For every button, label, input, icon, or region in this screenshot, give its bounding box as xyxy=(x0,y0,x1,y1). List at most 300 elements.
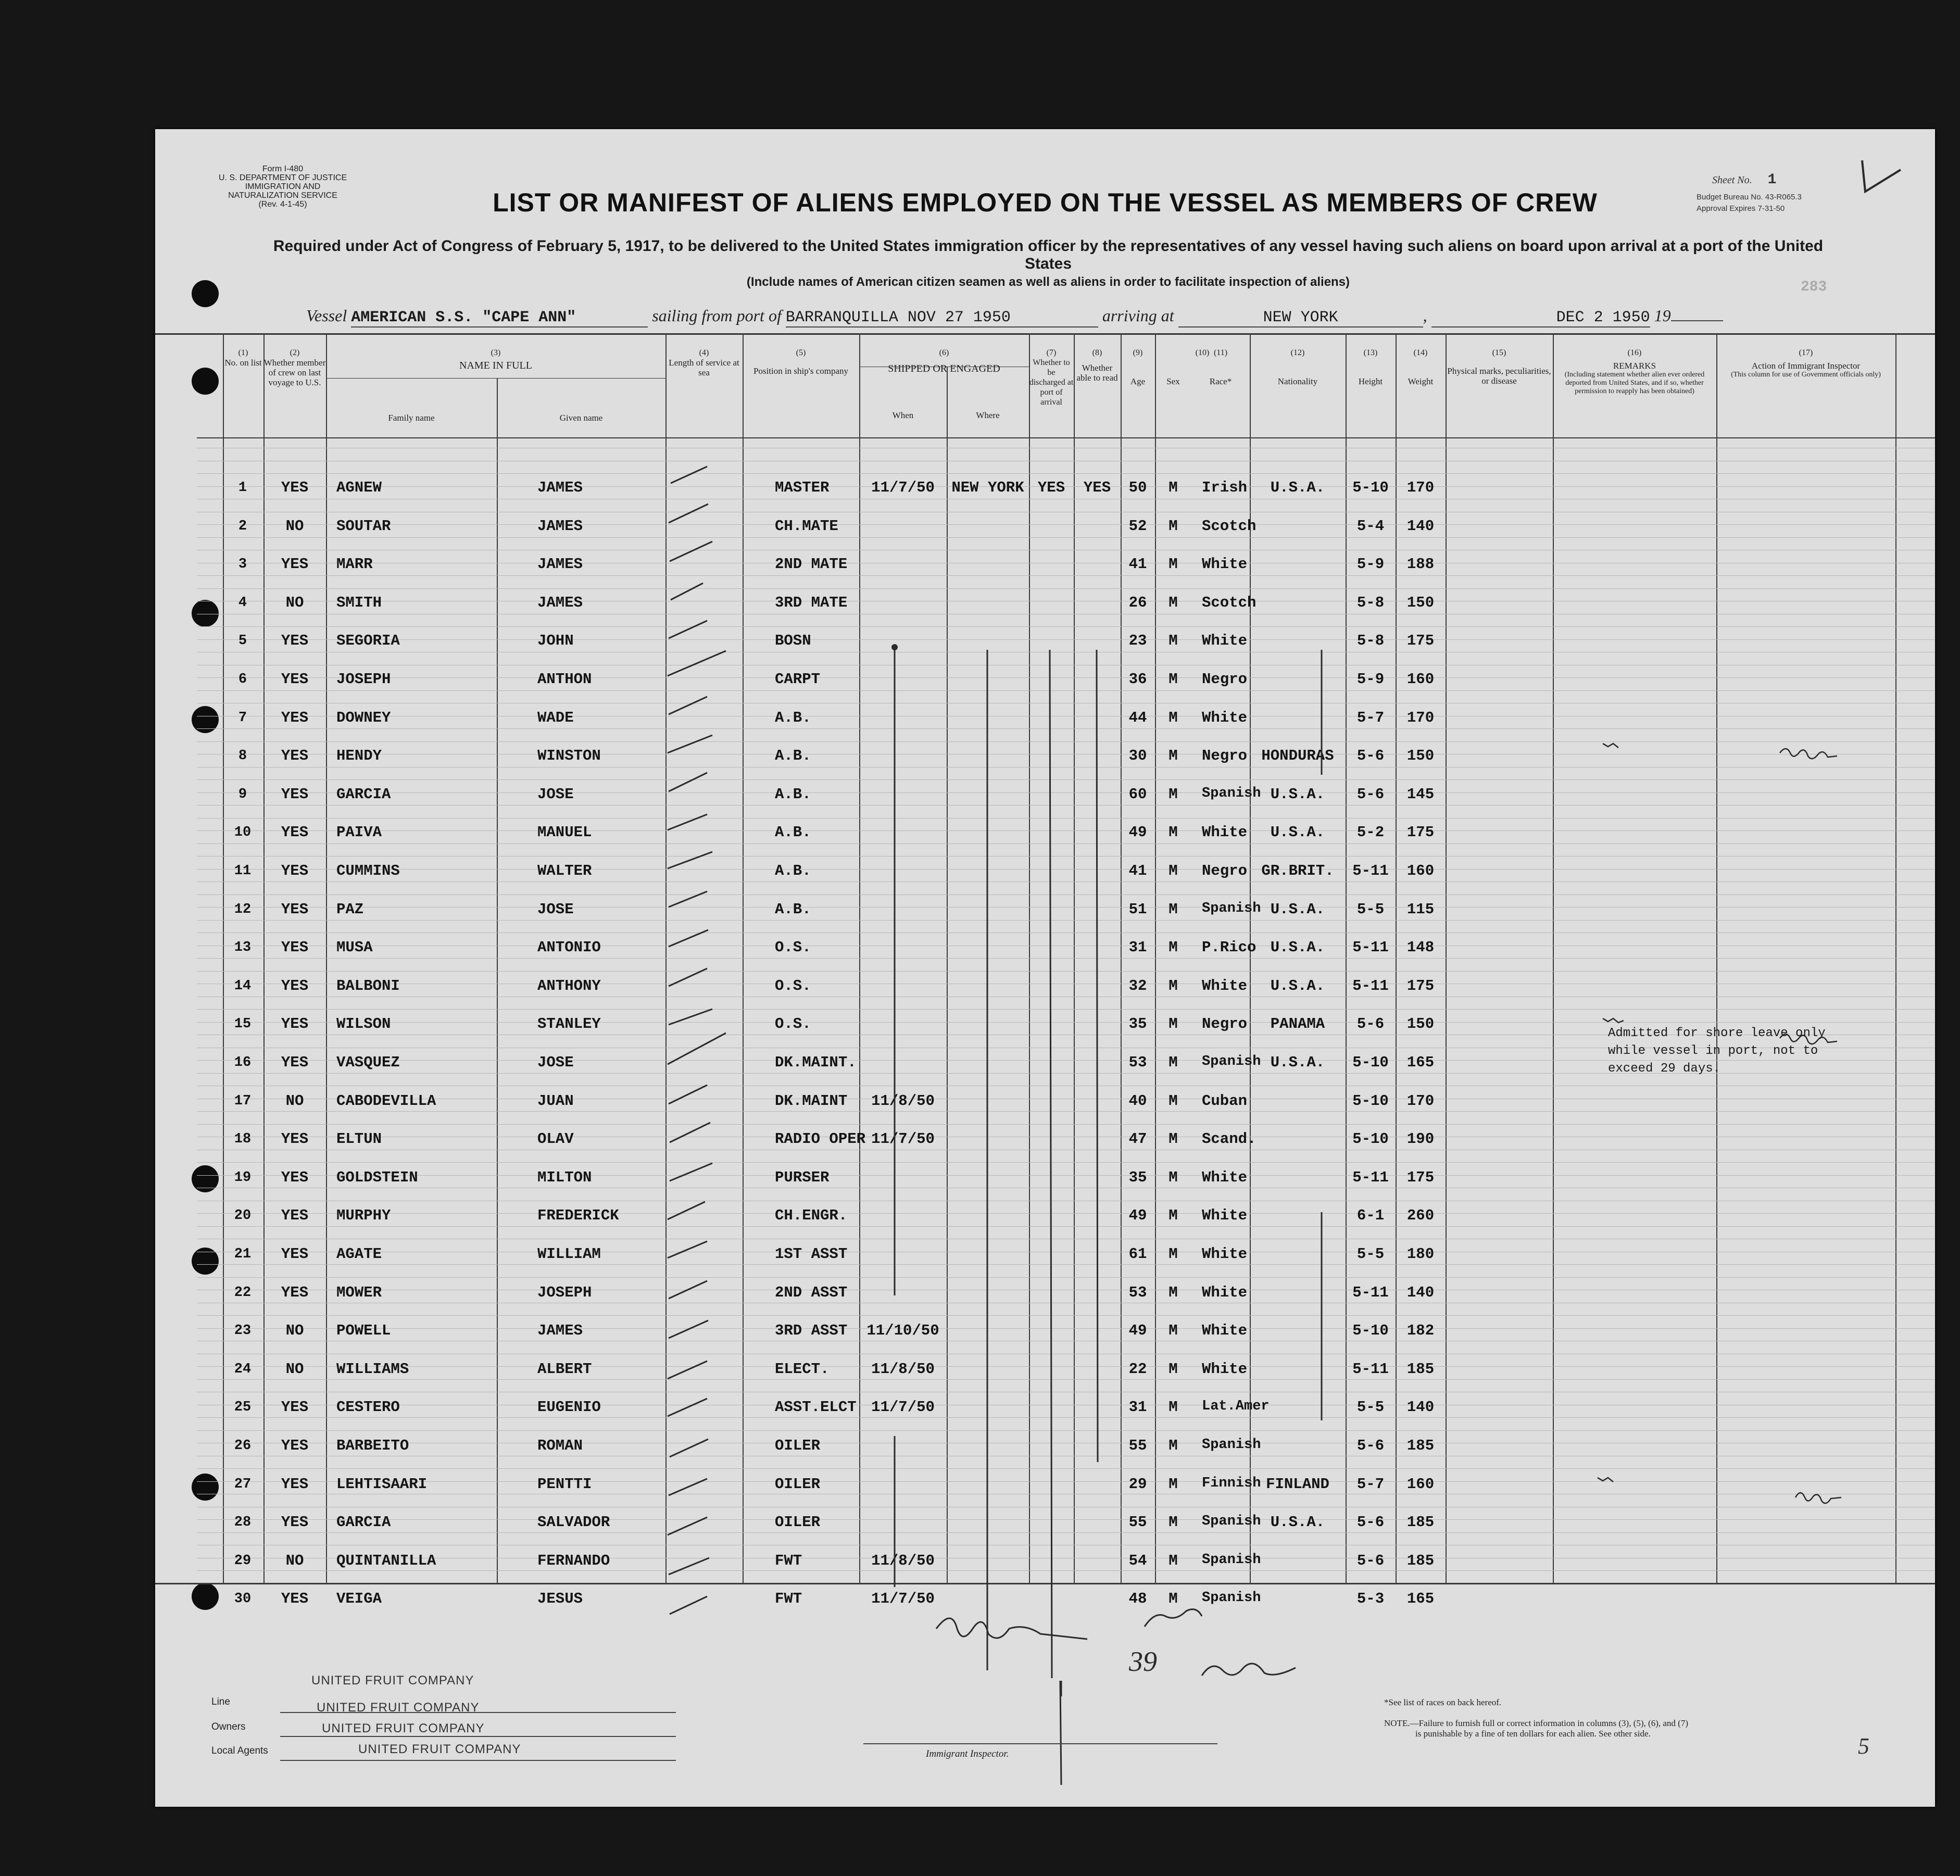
cell-position: PURSER xyxy=(775,1168,830,1186)
cell-when: 11/10/50 xyxy=(866,1322,939,1340)
cell-nationality: U.S.A. xyxy=(1270,900,1325,918)
cell-read: YES xyxy=(1083,479,1111,496)
cell-given-name: ANTONIO xyxy=(537,939,601,956)
cell-weight: 150 xyxy=(1406,1015,1435,1033)
cell-age: 41 xyxy=(1128,556,1147,573)
owners-value: UNITED FRUIT COMPANY xyxy=(322,1721,485,1735)
col-sex-header: (10) Sex xyxy=(1166,348,1210,386)
cell-given-name: JUAN xyxy=(537,1092,574,1110)
cell-when: 11/7/50 xyxy=(871,479,935,496)
cell-height: 5-10 xyxy=(1352,1322,1389,1340)
cell-family-name: BARBEITO xyxy=(336,1437,409,1454)
local-agents-label: Local Agents xyxy=(211,1745,268,1756)
cell-given-name: MILTON xyxy=(537,1168,592,1186)
cell-sex: M xyxy=(1169,1437,1178,1454)
cell-race: White xyxy=(1202,977,1248,994)
cell-weight: 160 xyxy=(1406,862,1435,879)
cell-family-name: AGATE xyxy=(336,1245,382,1263)
cell-position: O.S. xyxy=(775,1015,811,1033)
line-value: UNITED FRUIT COMPANY xyxy=(317,1701,480,1715)
local-agents-value: UNITED FRUIT COMPANY xyxy=(358,1742,521,1756)
col-given-name-header: Given name xyxy=(559,413,603,423)
col-nationality-header: (12) Nationality xyxy=(1277,348,1318,386)
cell-family-name: PAIVA xyxy=(336,824,382,841)
cell-height: 5-8 xyxy=(1356,632,1385,650)
cell-height: 5-11 xyxy=(1352,977,1389,994)
cell-sex: M xyxy=(1169,1245,1178,1263)
cell-prev-voyage: YES xyxy=(281,1130,309,1148)
cell-prev-voyage: YES xyxy=(281,1475,309,1493)
cell-age: 49 xyxy=(1128,1322,1147,1340)
cell-weight: 175 xyxy=(1406,1168,1435,1186)
cell-height: 5-2 xyxy=(1356,824,1385,841)
row-number: 5 xyxy=(238,633,247,649)
cell-race: Scotch xyxy=(1202,517,1257,535)
cell-given-name: WINSTON xyxy=(537,747,601,765)
footer-company-top: UNITED FRUIT COMPANY xyxy=(311,1673,474,1688)
row-number: 7 xyxy=(238,710,247,726)
cell-sex: M xyxy=(1169,939,1178,956)
cell-race: Negro xyxy=(1202,747,1248,765)
cell-position: A.B. xyxy=(775,747,811,765)
col-race-header: (11) Race* xyxy=(1209,348,1232,386)
col-shipped-header: (6) SHIPPED OR ENGAGED xyxy=(888,348,1000,374)
cell-height: 5-11 xyxy=(1352,862,1389,879)
cell-position: A.B. xyxy=(775,709,811,726)
cell-given-name: JOSE xyxy=(537,785,574,803)
cell-given-name: MANUEL xyxy=(537,824,592,841)
remarks-note: Admitted for shore leave only while vessel in port, not to exceed 29 days. xyxy=(1608,1026,1826,1076)
cell-height: 5-6 xyxy=(1356,1514,1385,1531)
cell-weight: 150 xyxy=(1406,594,1435,611)
row-number: 13 xyxy=(234,940,252,956)
col-remarks-header: (16) REMARKS (Including statement whether alien ever ordered deported from United States, and if so, whether permission to reapply has been obtained) xyxy=(1564,348,1705,395)
col-read-header: (8) Whether able to read xyxy=(1076,348,1118,383)
cell-sex: M xyxy=(1169,479,1178,496)
cell-race: White xyxy=(1202,824,1248,841)
cell-family-name: WILLIAMS xyxy=(336,1360,409,1378)
cell-height: 5-3 xyxy=(1356,1590,1385,1608)
cell-age: 54 xyxy=(1128,1552,1147,1569)
col-physical-header: (15) Physical marks, peculiarities, or disease xyxy=(1447,348,1551,386)
cell-nationality: U.S.A. xyxy=(1270,785,1325,803)
cell-sex: M xyxy=(1169,1514,1178,1531)
cell-given-name: JAMES xyxy=(537,556,583,573)
row-number: 4 xyxy=(238,595,247,611)
cell-sex: M xyxy=(1169,1168,1178,1186)
cell-given-name: JOSE xyxy=(537,900,574,918)
cell-age: 36 xyxy=(1128,671,1147,688)
cell-height: 5-11 xyxy=(1352,939,1389,956)
cell-sex: M xyxy=(1169,517,1178,535)
row-number: 22 xyxy=(234,1285,252,1301)
row-number: 28 xyxy=(234,1515,252,1531)
cell-given-name: PENTTI xyxy=(537,1475,592,1493)
cell-given-name: STANLEY xyxy=(537,1015,601,1033)
cell-prev-voyage: YES xyxy=(281,939,309,956)
cell-weight: 115 xyxy=(1406,900,1435,918)
page-subtitle-note: (Include names of American citizen seamen as well as aliens in order to facilitate inspection of aliens) xyxy=(746,275,1350,289)
cell-given-name: ANTHON xyxy=(537,671,592,688)
cell-height: 5-10 xyxy=(1352,1092,1389,1110)
sheet-number-label: Sheet No. xyxy=(1712,174,1752,186)
col-service-header: (4) Length of service at sea xyxy=(669,348,739,377)
cell-prev-voyage: YES xyxy=(281,1207,309,1225)
cell-given-name: SALVADOR xyxy=(537,1514,610,1531)
cell-height: 5-6 xyxy=(1356,1015,1385,1033)
cell-height: 5-10 xyxy=(1352,479,1389,496)
cell-weight: 170 xyxy=(1406,479,1435,496)
cell-family-name: GARCIA xyxy=(336,1514,391,1531)
col-position-header: (5) Position in ship's company xyxy=(753,348,849,376)
cell-where: NEW YORK xyxy=(951,479,1024,496)
cell-race: Negro xyxy=(1202,1015,1248,1033)
col-action-header: (17) Action of Immigrant Inspector (This column for use of Government officials only) xyxy=(1731,348,1881,379)
cell-family-name: VEIGA xyxy=(336,1590,382,1608)
cell-position: CARPT xyxy=(775,671,821,688)
cell-family-name: PAZ xyxy=(336,900,364,918)
col-weight-header: (14) Weight xyxy=(1408,348,1434,386)
cell-height: 5-6 xyxy=(1356,1552,1385,1569)
cell-age: 35 xyxy=(1128,1015,1147,1033)
cell-nationality: PANAMA xyxy=(1270,1015,1325,1033)
cell-age: 47 xyxy=(1128,1130,1147,1148)
cell-prev-voyage: YES xyxy=(281,1168,309,1186)
cell-given-name: EUGENIO xyxy=(537,1399,601,1416)
cell-age: 41 xyxy=(1128,862,1147,879)
cell-given-name: WALTER xyxy=(537,862,592,879)
cell-prev-voyage: NO xyxy=(285,517,304,535)
cell-position: ASST.ELCT xyxy=(775,1399,857,1416)
col-discharged-header: (7) Whether to be discharged at port of arrival xyxy=(1029,348,1074,407)
cell-prev-voyage: YES xyxy=(281,747,309,765)
cell-weight: 148 xyxy=(1406,939,1435,956)
cell-weight: 188 xyxy=(1406,556,1435,573)
vessel-name: AMERICAN S.S. "CAPE ANN" xyxy=(351,309,576,326)
cell-sex: M xyxy=(1169,1590,1178,1608)
cell-when: 11/7/50 xyxy=(871,1130,935,1148)
row-number: 15 xyxy=(234,1016,252,1033)
cell-height: 5-7 xyxy=(1356,1475,1385,1493)
row-number: 18 xyxy=(234,1131,252,1148)
cell-weight: 160 xyxy=(1406,671,1435,688)
cell-weight: 190 xyxy=(1406,1130,1435,1148)
row-number: 21 xyxy=(234,1247,252,1262)
cell-sex: M xyxy=(1169,977,1178,994)
cell-prev-voyage: NO xyxy=(285,1322,304,1340)
row-number: 2 xyxy=(238,518,247,534)
row-number: 10 xyxy=(234,825,252,841)
cell-prev-voyage: YES xyxy=(281,479,309,496)
cell-weight: 150 xyxy=(1406,747,1435,765)
vessel-label: Vessel xyxy=(306,306,347,325)
sheet-stamp: 283 xyxy=(1801,279,1827,295)
cell-height: 5-4 xyxy=(1356,517,1385,535)
cell-when: 11/8/50 xyxy=(871,1360,935,1378)
cell-race: Spanish xyxy=(1202,1514,1261,1530)
cell-race: Irish xyxy=(1202,479,1248,496)
cell-prev-voyage: YES xyxy=(281,824,309,841)
col-when-header: When xyxy=(892,410,914,420)
cell-age: 49 xyxy=(1128,824,1147,841)
cell-sex: M xyxy=(1169,1092,1178,1110)
cell-nationality: U.S.A. xyxy=(1270,977,1325,994)
sheet-number: 1 xyxy=(1767,172,1777,188)
row-number: 3 xyxy=(238,557,247,573)
col-family-name-header: Family name xyxy=(388,413,435,423)
cell-nationality: U.S.A. xyxy=(1270,1514,1325,1531)
cell-race: Cuban xyxy=(1202,1092,1248,1110)
cell-age: 30 xyxy=(1128,747,1147,765)
row-number: 14 xyxy=(234,978,252,994)
cell-prev-voyage: NO xyxy=(285,594,304,611)
cell-sex: M xyxy=(1169,1322,1178,1340)
cell-family-name: SEGORIA xyxy=(336,632,400,650)
handwritten-count: 39 xyxy=(1129,1646,1157,1677)
page-mark: 5 xyxy=(1858,1733,1869,1759)
cell-age: 31 xyxy=(1128,1399,1147,1416)
cell-height: 5-5 xyxy=(1356,900,1385,918)
cell-family-name: CESTERO xyxy=(336,1399,400,1416)
row-number: 9 xyxy=(238,786,247,802)
cell-when: 11/8/50 xyxy=(871,1552,935,1569)
cell-prev-voyage: YES xyxy=(281,1590,309,1608)
cell-prev-voyage: YES xyxy=(281,1437,309,1454)
row-number: 20 xyxy=(234,1208,252,1224)
cell-family-name: DOWNEY xyxy=(336,709,391,726)
col-no-header: (1) No. on list xyxy=(224,348,262,368)
cell-height: 5-7 xyxy=(1356,709,1385,726)
cell-height: 5-8 xyxy=(1356,594,1385,611)
cell-weight: 185 xyxy=(1406,1552,1435,1569)
cell-position: O.S. xyxy=(775,939,811,956)
col-prev-voyage-header: (2) Whether member of crew on last voyage to U.S. xyxy=(263,348,326,387)
cell-discharged: YES xyxy=(1037,479,1065,496)
row-number: 26 xyxy=(234,1438,252,1454)
cell-age: 55 xyxy=(1128,1514,1147,1531)
cell-age: 60 xyxy=(1128,785,1147,803)
cell-weight: 165 xyxy=(1406,1590,1435,1608)
row-number: 6 xyxy=(238,672,247,687)
cell-sex: M xyxy=(1169,785,1178,803)
cell-family-name: BALBONI xyxy=(336,977,400,994)
cell-sex: M xyxy=(1169,900,1178,918)
cell-weight: 160 xyxy=(1406,1475,1435,1493)
cell-position: O.S. xyxy=(775,977,811,994)
cell-height: 5-9 xyxy=(1356,671,1385,688)
approval-expires: Approval Expires 7-31-50 xyxy=(1697,204,1785,213)
cell-prev-voyage: NO xyxy=(285,1092,304,1110)
cell-weight: 175 xyxy=(1406,977,1435,994)
cell-sex: M xyxy=(1169,747,1178,765)
cell-weight: 170 xyxy=(1406,709,1435,726)
cell-family-name: GARCIA xyxy=(336,785,391,803)
cell-family-name: MARR xyxy=(336,556,373,573)
cell-weight: 165 xyxy=(1406,1054,1435,1071)
vessel-line: Vessel AMERICAN S.S. "CAPE ANN" sailing from port of BARRANQUILLA NOV 27 1950 arriving at NEW YORK , DEC 2 1950 19 xyxy=(306,306,1723,328)
cell-position: A.B. xyxy=(775,824,811,841)
cell-sex: M xyxy=(1169,862,1178,879)
cell-age: 31 xyxy=(1128,939,1147,956)
col-height-header: (13) Height xyxy=(1358,348,1383,386)
cell-given-name: JAMES xyxy=(537,517,583,535)
cell-weight: 140 xyxy=(1406,1283,1435,1301)
cell-age: 55 xyxy=(1128,1437,1147,1454)
cell-race: White xyxy=(1202,1245,1248,1263)
cell-sex: M xyxy=(1169,1015,1178,1033)
cell-prev-voyage: NO xyxy=(285,1552,304,1569)
cell-prev-voyage: YES xyxy=(281,1015,309,1033)
cell-age: 53 xyxy=(1128,1283,1147,1301)
cell-position: 3RD MATE xyxy=(775,594,848,611)
cell-prev-voyage: YES xyxy=(281,862,309,879)
cell-race: White xyxy=(1202,632,1248,650)
cell-race: Spanish xyxy=(1202,1552,1261,1568)
cell-prev-voyage: YES xyxy=(281,1399,309,1416)
cell-weight: 140 xyxy=(1406,517,1435,535)
cell-prev-voyage: YES xyxy=(281,977,309,994)
cell-position: RADIO OPER xyxy=(775,1130,866,1148)
cell-race: Negro xyxy=(1202,671,1248,688)
cell-nationality: FINLAND xyxy=(1266,1475,1329,1493)
cell-race: Scotch xyxy=(1202,594,1257,611)
page-title: LIST OR MANIFEST OF ALIENS EMPLOYED ON THE VESSEL AS MEMBERS OF CREW xyxy=(493,188,1598,217)
row-number: 8 xyxy=(238,748,247,764)
cell-nationality: U.S.A. xyxy=(1270,939,1325,956)
cell-race: Scand. xyxy=(1202,1130,1257,1148)
cell-position: A.B. xyxy=(775,785,811,803)
cell-sex: M xyxy=(1169,1475,1178,1493)
cell-prev-voyage: NO xyxy=(285,1360,304,1378)
cell-given-name: JAMES xyxy=(537,479,583,496)
cell-position: OILER xyxy=(775,1514,821,1531)
cell-position: BOSN xyxy=(775,632,811,650)
row-number: 19 xyxy=(234,1169,252,1186)
cell-given-name: JOSEPH xyxy=(537,1283,592,1301)
cell-race: White xyxy=(1202,1207,1248,1225)
form-revision: (Rev. 4-1-45) xyxy=(258,200,307,209)
cell-weight: 260 xyxy=(1406,1207,1435,1225)
row-number: 12 xyxy=(234,901,252,917)
cell-race: P.Rico xyxy=(1202,939,1257,956)
row-number: 1 xyxy=(238,480,247,496)
cell-given-name: ALBERT xyxy=(537,1360,592,1378)
cell-family-name: MURPHY xyxy=(336,1207,391,1225)
page-subtitle: Required under Act of Congress of February 5, 1917, to be delivered to the United States immigration officer by the representatives of any vessel having such aliens on board upon arrival at a port of the United States xyxy=(273,237,1824,272)
cell-race: Lat.Amer xyxy=(1202,1399,1270,1415)
cell-age: 22 xyxy=(1128,1360,1147,1378)
cell-when: 11/7/50 xyxy=(871,1399,935,1416)
cell-prev-voyage: YES xyxy=(281,900,309,918)
cell-prev-voyage: YES xyxy=(281,1283,309,1301)
cell-sex: M xyxy=(1169,1552,1178,1569)
cell-sex: M xyxy=(1169,556,1178,573)
cell-when: 11/8/50 xyxy=(871,1092,935,1110)
cell-age: 52 xyxy=(1128,517,1147,535)
cell-weight: 140 xyxy=(1406,1399,1435,1416)
cell-sex: M xyxy=(1169,671,1178,688)
cell-position: 2ND MATE xyxy=(775,556,848,573)
cell-family-name: HENDY xyxy=(336,747,382,765)
cell-prev-voyage: YES xyxy=(281,785,309,803)
cell-prev-voyage: YES xyxy=(281,1245,309,1263)
cell-age: 40 xyxy=(1128,1092,1147,1110)
cell-age: 26 xyxy=(1128,594,1147,611)
port-to: NEW YORK xyxy=(1263,309,1338,326)
cell-given-name: FREDERICK xyxy=(537,1207,619,1225)
cell-height: 5-6 xyxy=(1356,747,1385,765)
cell-height: 5-6 xyxy=(1356,785,1385,803)
cell-weight: 185 xyxy=(1406,1360,1435,1378)
form-dept: U. S. DEPARTMENT OF JUSTICE xyxy=(218,173,347,182)
cell-height: 5-9 xyxy=(1356,556,1385,573)
cell-family-name: SMITH xyxy=(336,594,382,611)
cell-position: OILER xyxy=(775,1437,821,1454)
cell-age: 35 xyxy=(1128,1168,1147,1186)
cell-prev-voyage: YES xyxy=(281,632,309,650)
row-number: 29 xyxy=(234,1553,252,1569)
cell-nationality: U.S.A. xyxy=(1270,824,1325,841)
cell-given-name: OLAV xyxy=(537,1130,574,1148)
cell-height: 5-5 xyxy=(1356,1245,1385,1263)
cell-height: 5-11 xyxy=(1352,1283,1389,1301)
cell-sex: M xyxy=(1169,1054,1178,1071)
cell-family-name: POWELL xyxy=(336,1322,391,1340)
cell-position: 1ST ASST xyxy=(775,1245,848,1263)
cell-position: 3RD ASST xyxy=(775,1322,848,1340)
cell-position: DK.MAINT xyxy=(775,1092,848,1110)
cell-position: CH.ENGR. xyxy=(775,1207,848,1225)
cell-weight: 175 xyxy=(1406,632,1435,650)
cell-family-name: AGNEW xyxy=(336,479,382,496)
cell-nationality: U.S.A. xyxy=(1270,479,1325,496)
cell-sex: M xyxy=(1169,1360,1178,1378)
cell-position: FWT xyxy=(775,1552,802,1569)
cell-race: Finnish xyxy=(1202,1475,1261,1491)
cell-race: Spanish xyxy=(1202,785,1261,801)
cell-weight: 185 xyxy=(1406,1437,1435,1454)
cell-age: 53 xyxy=(1128,1054,1147,1071)
cell-age: 32 xyxy=(1128,977,1147,994)
form-number: Form I-480 xyxy=(262,165,304,173)
cell-race: White xyxy=(1202,556,1248,573)
cell-given-name: JAMES xyxy=(537,1322,583,1340)
cell-height: 5-10 xyxy=(1352,1130,1389,1148)
cell-age: 61 xyxy=(1128,1245,1147,1263)
cell-race: White xyxy=(1202,1168,1248,1186)
cell-age: 49 xyxy=(1128,1207,1147,1225)
cell-family-name: WILSON xyxy=(336,1015,391,1033)
cell-family-name: ELTUN xyxy=(336,1130,382,1148)
cell-given-name: JESUS xyxy=(537,1590,583,1608)
cell-family-name: CUMMINS xyxy=(336,862,400,879)
arrival-date: DEC 2 1950 xyxy=(1556,309,1650,326)
cell-height: 5-11 xyxy=(1352,1360,1389,1378)
cell-nationality: GR.BRIT. xyxy=(1261,862,1334,879)
cell-age: 51 xyxy=(1128,900,1147,918)
ditto-marks xyxy=(155,129,1935,1807)
cell-position: ELECT. xyxy=(775,1360,830,1378)
cell-sex: M xyxy=(1169,824,1178,841)
cell-height: 5-11 xyxy=(1352,1168,1389,1186)
cell-position: 2ND ASST xyxy=(775,1283,848,1301)
arriving-label: arriving at xyxy=(1102,306,1174,325)
cell-race: White xyxy=(1202,709,1248,726)
line-label: Line xyxy=(211,1696,230,1707)
cell-given-name: WADE xyxy=(537,709,574,726)
form-service: IMMIGRATION AND NATURALIZATION SERVICE xyxy=(228,182,337,200)
cell-weight: 145 xyxy=(1406,785,1435,803)
